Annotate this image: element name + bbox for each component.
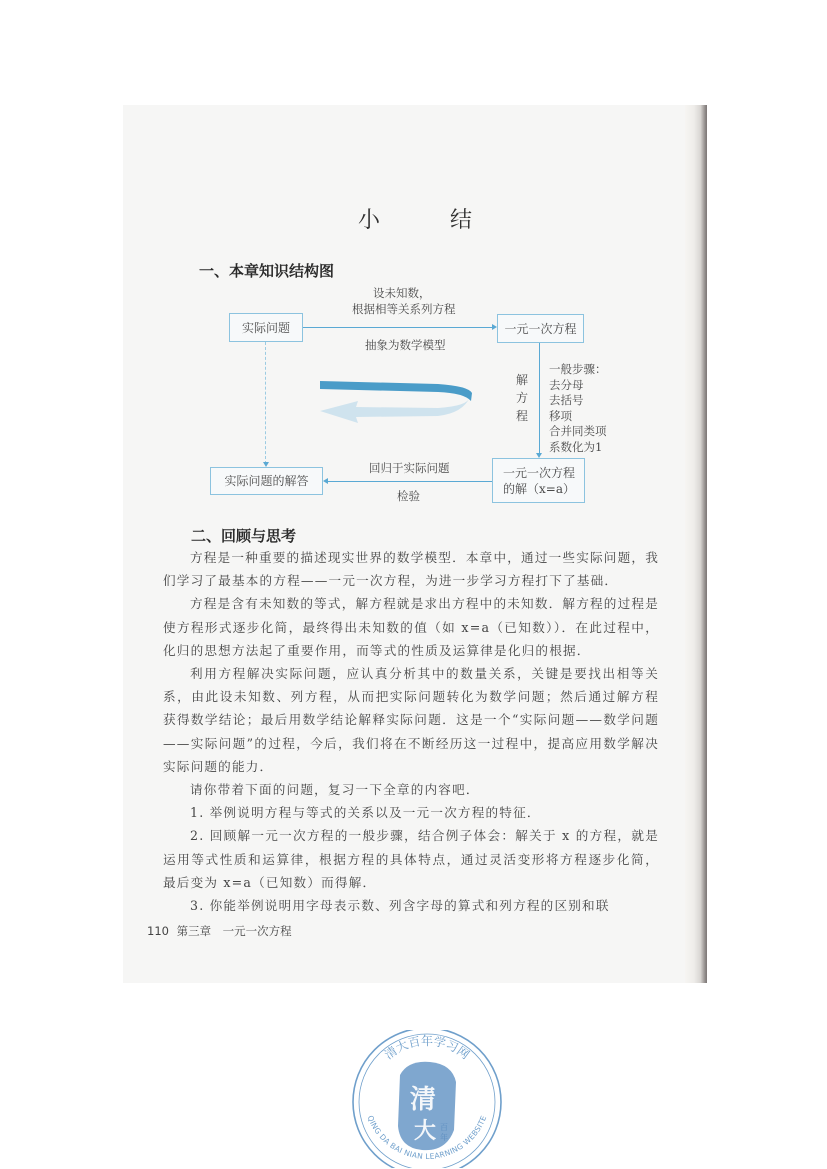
question-1: 1. 举例说明方程与等式的关系以及一元一次方程的特征． (190, 805, 541, 821)
paragraph: 方程是一种重要的描述现实世界的数学模型．本章中，通过一些实际问题，我们学习了最基本的方程——一元一次方程，为进一步学习方程打下了基础． (163, 550, 659, 589)
section-heading-structure-map: 一、本章知识结构图 (199, 262, 335, 280)
edge-label-return-real: 回归于实际问题 (369, 461, 450, 475)
paragraph: 请你带着下面的问题，复习一下全章的内容吧． (190, 782, 480, 798)
knowledge-structure-diagram (123, 105, 707, 525)
svg-text:年: 年 (440, 1133, 448, 1142)
dotted-connector (265, 342, 266, 464)
node-linear-equation: 一元一次方程 (497, 314, 584, 343)
svg-text:清大百年学习网: 清大百年学习网 (381, 1034, 473, 1063)
review-text (163, 546, 659, 917)
svg-text:清: 清 (410, 1085, 437, 1115)
svg-text:QING DA BAI NIAN LEARNING WEBS: QING DA BAI NIAN LEARNING WEBSITE (365, 1114, 489, 1162)
edge-label-abstract-model: 抽象为数学模型 (365, 338, 446, 352)
arrowhead-left-icon (323, 478, 328, 484)
cycle-swoosh-arrow-icon (318, 375, 478, 425)
node-real-problem: 实际问题 (229, 313, 303, 342)
svg-text:大: 大 (414, 1118, 437, 1144)
arrowhead-right-icon (492, 324, 497, 330)
page-number: 110 (147, 924, 169, 938)
node-equation-solution: 一元一次方程 的解（x=a） (492, 458, 585, 503)
arrow-model-line (303, 327, 492, 328)
question-3: 3. 你能举例说明用字母表示数、列含字母的算式和列方程的区别和联 (190, 898, 610, 914)
watermark-logo-icon (348, 1030, 506, 1168)
textbook-page (123, 105, 707, 983)
paragraph: 利用方程解决实际问题，应认真分析其中的数量关系，关键是要找出相等关系，由此设未知数、列方程，从而把实际问题转化为数学问题；然后通过解方程获得数学结论；最后用数学结论解释实际问题．这是一个“实际问题——数学问题——实际问题”的过程，今后，我们将在不断经历这一过程中，提高应用数学解决实际问题的能力． (163, 666, 659, 774)
chapter-title: 第三章 一元一次方程 (176, 924, 292, 938)
node-real-answer: 实际问题的解答 (210, 467, 323, 495)
edge-label-form-equation: 根据相等关系列方程 (352, 302, 456, 316)
edge-label-verify: 检验 (397, 489, 420, 503)
svg-text:百: 百 (440, 1123, 448, 1132)
section-heading-review: 二、回顾与思考 (191, 527, 297, 545)
page-title: 小 结 (357, 208, 496, 233)
arrow-return-line (328, 481, 492, 482)
edge-label-set-unknown: 设未知数， (373, 286, 431, 300)
edge-label-solve-equation: 解 方 程 (516, 373, 529, 423)
solve-line (539, 343, 540, 453)
solution-steps-list: 一般步骤： 去分母 去括号 移项 合并同类项 系数化为1 (549, 362, 607, 454)
paragraph: 方程是含有未知数的等式，解方程就是求出方程中的未知数．解方程的过程是使方程形式逐步化简，最终得出未知数的值（如 x=a（已知数））．在此过程中，化归的思想方法起了重要作用，而等式的性质及运算律是化归的根据． (163, 596, 659, 658)
question-2: 2. 回顾解一元一次方程的一般步骤，结合例子体会：解关于 x 的方程，就是运用等式性质和运算律，根据方程的具体特点，通过灵活变形将方程逐步化简，最后变为 x=a（已知数）而得解． (163, 828, 659, 890)
page-footer (147, 923, 292, 939)
